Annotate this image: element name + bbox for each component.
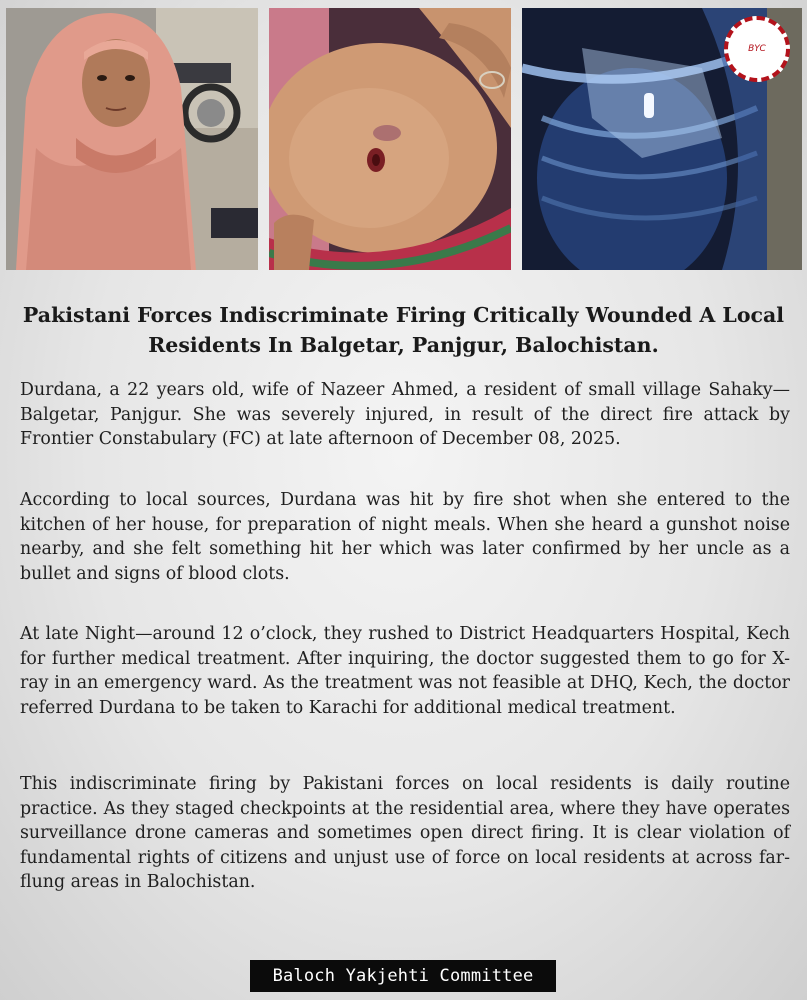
logo-text: BYC [748, 44, 766, 54]
paragraph-conclusion: This indiscriminate firing by Pakistani forces on local residents is daily routine practice. As they staged checkpoints at the residential area, where they have operates surveillance drone cameras and sometimes open direct firing. It is clear violation of fundamental rights of citizens and unjust use of force on local residents at across far-flung areas in Balochistan. [20, 774, 790, 892]
organization-footer: Baloch Yakjehti Committee [250, 960, 556, 992]
paragraph-incident: Durdana, a 22 years old, wife of Nazeer Ahmed, a resident of small village Sahaky—Balgetar, Panjgur. She was severely injured, in result of the direct fire attack by Frontier Constabulary (FC) at late afternoon of December 08, 2025. [20, 380, 790, 449]
byc-logo [724, 16, 790, 82]
paragraph-local-sources: According to local sources, Durdana was hit by fire shot when she entered to the kitchen of her house, for preparation of night meals. When she heard a gunshot noise nearby, and she felt something hit her which was later confirmed by her uncle as a bullet and signs of blood clots. [20, 490, 790, 584]
headline: Pakistani Forces Indiscriminate Firing Critically Wounded A Local Residents In Balgetar, Panjgur, Balochistan. [22, 303, 785, 357]
photo-wound-closeup [269, 8, 511, 270]
paragraph-hospital: At late Night—around 12 o’clock, they rushed to District Headquarters Hospital, Kech for further medical treatment. After inquiring, the doctor suggested them to go for X-ray in an emergency ward. As the treatment was not feasible at DHQ, Kech, the doctor referred Durdana to be taken to Karachi for additional medical treatment. [20, 624, 790, 718]
photo-woman-portrait [6, 8, 258, 270]
